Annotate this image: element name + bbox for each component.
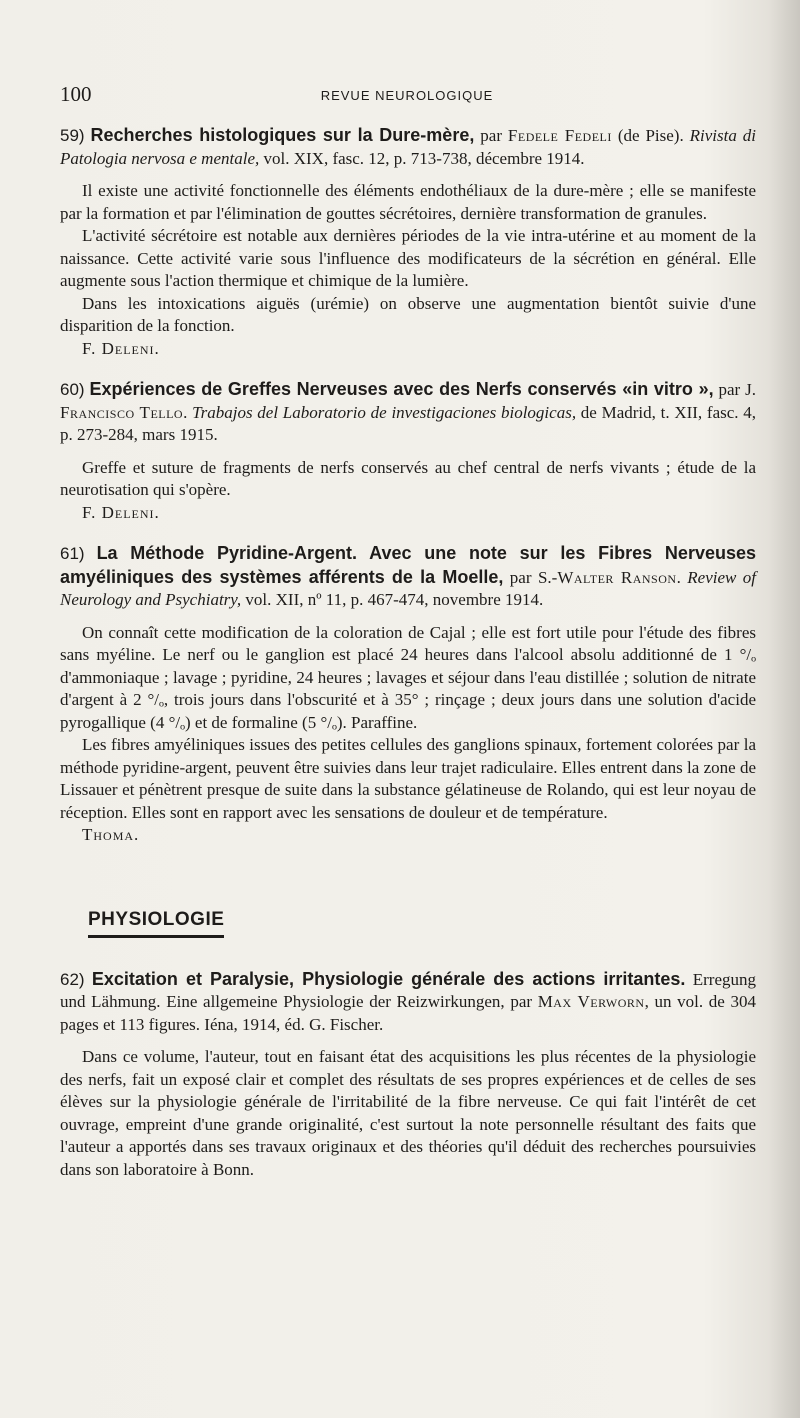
entry-heading xyxy=(60,378,756,447)
body-paragraph: Dans ce volume, l'auteur, tout en faisant état des acquisitions les plus récentes de la physiologie des nerfs, fait un exposé clair et complet des résultats de ses propres expériences et de celles de ses élèves sur la physiologie générale de l'irritabilité de la fibre nerveuse. Ce qui fait l'intérêt de cet ouvrage, empreint d'une grande originalité, c'est surtout la note personnelle résultant des faits que l'auteur a apportés dans ses travaux originaux et des théories qu'il déduit des recherches poursuivies dans son laboratoire à Bonn. xyxy=(60,1047,756,1179)
page-content xyxy=(60,124,756,1199)
author-name: Francisco Tello xyxy=(60,402,184,422)
citation-details: , un vol. de 304 pages et 113 figures. Iéna, 1914, éd. G. Fischer. xyxy=(60,992,756,1034)
entry-body xyxy=(60,180,756,360)
reviewer-signature xyxy=(60,338,756,361)
body-paragraph: Il existe une activité fonctionnelle des éléments endothéliaux de la dure-mère ; elle se manifeste par la formation et par l'élimination de gouttes sécrétoires, dernière transformation de granules. xyxy=(60,181,756,223)
journal-name: Review of Neurology and Psychiatry, xyxy=(60,567,757,609)
page-number: 100 xyxy=(60,82,92,106)
entry-number: 62) xyxy=(60,969,85,989)
entry-number: 60) xyxy=(60,380,85,399)
entry-title: Recherches histologiques sur la Dure-mère, xyxy=(90,125,475,145)
heading-middle: . xyxy=(183,402,193,422)
heading-middle: (de Pise). xyxy=(611,126,690,145)
abstract-entry-61 xyxy=(60,542,756,847)
author-name: Fedele Fedeli xyxy=(507,126,612,145)
entry-body xyxy=(60,1046,756,1181)
abstract-entry-59 xyxy=(60,124,756,360)
entry-title: Excitation et Paralysie, Physiologie générale des actions irritantes. xyxy=(91,968,686,989)
entry-body xyxy=(60,457,756,525)
entry-heading xyxy=(60,542,756,612)
journal-running-title: REVUE NEUROLOGIQUE xyxy=(320,88,494,103)
author-prefix: par J. xyxy=(713,380,757,399)
signature-text: F. Deleni. xyxy=(82,502,160,522)
abstract-entry-60 xyxy=(60,378,756,524)
section-wrapper xyxy=(60,865,756,968)
entry-number: 61) xyxy=(60,544,85,563)
body-paragraph: On connaît cette modification de la coloration de Cajal ; elle est fort utile pour l'étude des fibres sans myéline. Le nerf ou le ganglion est placé 24 heures dans l'alcool absolu additionné de 1 °/ₒ d'ammoniaque ; lavage ; pyridine, 24 heures ; lavages et séjour dans l'eau distillée ; solution de nitrate d'argent à 2 °/ₒ, trois jours dans l'obscurité et à 35° ; rinçage ; deux jours dans une solution d'acide pyrogallique (4 °/ₒ) et de formaline (5 °/ₒ). Paraffine. xyxy=(60,622,756,732)
entry-body xyxy=(60,622,756,847)
body-paragraph: Greffe et suture de fragments de nerfs conservés au chef central de nerfs vivants ; étude de la neurotisation qui s'opère. xyxy=(60,457,756,499)
body-paragraph: Dans les intoxications aiguës (urémie) on observe une augmentation bientôt suivie d'une disparition de la fonction. xyxy=(60,293,756,335)
entry-title: Expériences de Greffes Nerveuses avec des Nerfs conservés «in vitro », xyxy=(89,379,714,399)
citation-details: vol. XII, nº 11, p. 467-474, novembre 1914. xyxy=(241,590,544,609)
reviewer-signature xyxy=(60,502,756,525)
journal-name: Trabajos del Laboratorio de investigaciones biologicas, xyxy=(192,402,577,422)
reviewer-signature xyxy=(60,824,756,847)
citation-details: vol. XIX, fasc. 12, p. 713-738, décembre 1914. xyxy=(259,148,585,168)
section-heading: PHYSIOLOGIE xyxy=(88,909,224,938)
author-prefix: par S.- xyxy=(503,567,558,587)
body-paragraph: Les fibres amyéliniques issues des petites cellules des ganglions spinaux, fortement colorées par la méthode pyridine-argent, peuvent être suivies dans leur trajet radiculaire. Elles entrent dans la zone de Lissauer et pénètrent presque de suite dans la substance gélatineuse de Rolando, qui est leur noyau de réception. Elles sont en rapport avec les sensations de douleur et de température. xyxy=(60,735,756,822)
signature-text: F. Deleni. xyxy=(82,338,160,358)
body-paragraph: L'activité sécrétoire est notable aux dernières périodes de la vie intra-utérine et au moment de la naissance. Cette activité varie sous l'influence des modificateurs de la sécrétion en général. Elle augmente sous l'action thermique et chimique de la lumière. xyxy=(60,226,756,290)
entry-number: 59) xyxy=(60,126,85,145)
abstract-entry-62 xyxy=(60,968,756,1182)
entry-title: La Méthode Pyridine-Argent. Avec une note sur les Fibres Nerveuses amyéliniques des systèmes afférents de la Moelle, xyxy=(60,543,756,587)
entry-heading xyxy=(60,124,756,170)
author-name: Max Verworn xyxy=(537,992,645,1011)
author-name: Walter Ranson xyxy=(557,567,677,587)
author-prefix: par xyxy=(474,126,508,145)
heading-middle: Erregung und Lähmung. Eine allgemeine Physiologie der Reizwirkungen, par xyxy=(60,969,756,1011)
entry-heading xyxy=(60,968,756,1037)
citation-details: de Madrid, t. XII, fasc. 4, p. 273-284, mars 1915. xyxy=(60,402,757,444)
journal-name: Rivista di Patologia nervosa e mentale, xyxy=(60,126,756,168)
signature-text: Thoma. xyxy=(82,825,140,844)
heading-middle: . xyxy=(676,567,688,587)
running-header xyxy=(60,82,754,108)
